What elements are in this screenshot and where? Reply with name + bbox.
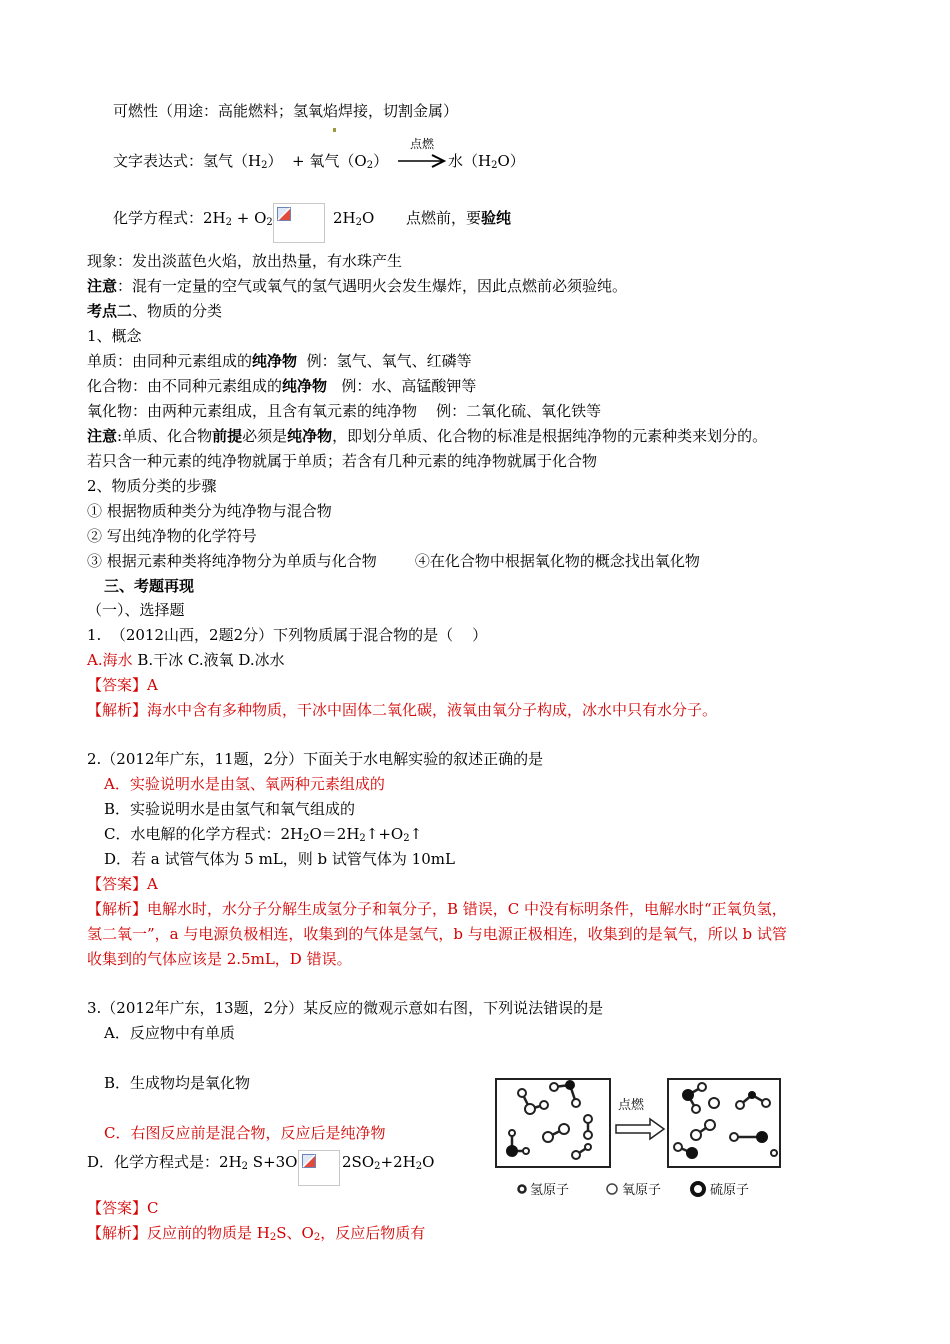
- chem-eq-sub2: 2: [266, 217, 273, 228]
- q2-answer-value: A: [147, 875, 158, 893]
- q3-option-a: A．反应物中有单质: [104, 1024, 235, 1042]
- concept-heading: 1、概念: [87, 327, 142, 345]
- chem-eq-mid: + O: [232, 209, 267, 227]
- chem-eq-product-end: O: [362, 209, 375, 227]
- note-label: 注意: [87, 427, 118, 445]
- word-eq-water-close: O）: [497, 152, 525, 170]
- q3-d-s1: 2: [241, 1161, 249, 1172]
- legend-sulfur: 硫原子: [710, 1182, 750, 1197]
- word-eq-h2: 氢气（H: [203, 152, 262, 170]
- q2-option-c: [104, 823, 422, 850]
- compound-definition: [87, 375, 476, 397]
- caution-line: [87, 275, 627, 297]
- chem-eq-product-a: 2H: [333, 209, 356, 227]
- chem-eq-prefix: 化学方程式：2H: [113, 209, 226, 227]
- missing-image-icon: [273, 203, 325, 243]
- q3-d-product: [342, 1151, 434, 1178]
- q2-explanation-1: [87, 898, 787, 920]
- word-equation: [113, 150, 388, 177]
- compound-def-a: 化合物：由不同种元素组成的: [87, 377, 283, 395]
- oxide-definition: 氧化物：由两种元素组成，且含有氧元素的纯净物 例：二氧化硫、氧化铁等: [87, 402, 602, 420]
- steps-heading: 2、物质分类的步骤: [87, 477, 217, 495]
- word-eq-water-sub: 2: [491, 160, 498, 171]
- word-eq-product: [448, 150, 525, 177]
- element-def-c: 例：氢气、氧气、红磷等: [297, 352, 472, 370]
- chem-equation: [113, 207, 273, 234]
- molecule-diagram-svg: [492, 1075, 792, 1205]
- q3-option-c: C．右图反应前是混合物，反应后是纯净物: [104, 1124, 386, 1142]
- q2-c-pre: C．水电解的化学方程式：2H: [104, 825, 304, 843]
- phenomenon-line: 现象：发出淡蓝色火焰，放出热量，有水珠产生: [87, 252, 403, 270]
- chem-eq-product: [333, 207, 374, 234]
- q1-answer: [87, 674, 158, 696]
- q3-exp-pre: 反应前的物质是 H: [147, 1224, 270, 1242]
- diagram-arrow-label: 点燃: [618, 1097, 645, 1112]
- q3-exp-end: ，反应后物质有: [320, 1224, 426, 1242]
- q1-options: [87, 649, 285, 671]
- word-eq-o2-close: ）: [373, 152, 389, 170]
- q2-c-s1: 2: [303, 833, 310, 844]
- section3-subheading: （一）、选择题: [87, 601, 185, 619]
- speck-mark: [333, 128, 336, 132]
- word-eq-water: 水（H: [448, 152, 492, 170]
- section3-heading: 三、考题再现: [104, 577, 195, 595]
- section2-heading-bold: 考点二: [87, 302, 133, 320]
- q2-answer: [87, 873, 158, 895]
- word-eq-o2: 氧气（O: [309, 152, 367, 170]
- q2-c-end: ↑: [409, 825, 423, 843]
- note-premise: 前提: [212, 427, 243, 445]
- q2-option-b: B．实验说明水是由氢气和氧气组成的: [104, 800, 356, 818]
- section2-heading: [87, 300, 222, 322]
- q2-option-a: A．实验说明水是由氢、氧两种元素组成的: [104, 775, 385, 793]
- q2-explanation-3: 收集到的气体应该是 2.5mL，D 错误。: [87, 950, 352, 968]
- q3-option-b: B．生成物均是氧化物: [104, 1074, 251, 1092]
- word-eq-prefix: 文字表达式：: [113, 152, 204, 170]
- q3-exp-s2: 2: [313, 1232, 321, 1243]
- q3-stem: 3.（2012年广东，13题，2分）某反应的微观示意如右图，下列说法错误的是: [87, 999, 604, 1017]
- caution-text: ：混有一定量的空气或氧气的氢气遇明火会发生爆炸，因此点燃前必须验纯。: [117, 277, 628, 295]
- missing-image-icon-2: [298, 1150, 340, 1186]
- q2-exp-label: 【解析】: [87, 900, 148, 918]
- element-definition: [87, 350, 472, 372]
- q3-d-pre: D．化学方程式是：2H: [87, 1153, 242, 1171]
- q1-exp-label: 【解析】: [87, 701, 148, 719]
- q3-answer-label: 【答案】: [87, 1199, 148, 1217]
- q3-exp-s1: 2: [269, 1232, 277, 1243]
- q2-option-d: D．若 a 试管气体为 5 mL，则 b 试管气体为 10mL: [104, 850, 455, 868]
- section2-heading-rest: 、物质的分类: [132, 302, 223, 320]
- q1-answer-label: 【答案】: [87, 676, 148, 694]
- q3-answer: [87, 1197, 159, 1219]
- compound-def-b: 纯净物: [282, 377, 328, 395]
- word-eq-h2-close: ）: [267, 152, 283, 170]
- q3-d-s3: 2: [374, 1161, 381, 1172]
- q3-explanation: [87, 1222, 425, 1249]
- word-eq-o2-sub: 2: [366, 160, 374, 171]
- q3-d-s4: 2: [415, 1161, 423, 1172]
- q1-explanation: [87, 699, 717, 721]
- q1-option-rest: B.干冰 C.液氧 D.冰水: [132, 651, 285, 669]
- combustibility-line: 可燃性（用途：高能燃料；氢氧焰焊接，切割金属）: [113, 102, 459, 120]
- compound-def-c: 例：水、高锰酸钾等: [327, 377, 477, 395]
- q2-answer-label: 【答案】: [87, 875, 148, 893]
- q1-stem: 1. （2012山西，2题2分）下列物质属于混合物的是（ ）: [87, 626, 488, 644]
- q3-option-d: [87, 1151, 304, 1178]
- purity-note: [406, 207, 511, 229]
- q3-d-mid: S+3O: [248, 1153, 298, 1171]
- q2-stem: 2.（2012年广东，11题，2分）下面关于水电解实验的叙述正确的是: [87, 750, 544, 768]
- word-eq-condition: 点燃: [410, 137, 435, 151]
- element-def-b: 纯净物: [252, 352, 298, 370]
- caution-label: 注意: [87, 277, 118, 295]
- broken-image-icon: [277, 207, 291, 221]
- q2-c-s3: 2: [403, 833, 410, 844]
- element-def-a: 单质：由同种元素组成的: [87, 352, 253, 370]
- q3-d-end: +2H: [380, 1153, 416, 1171]
- legend-hydrogen: 氢原子: [530, 1182, 570, 1197]
- classification-note-line2: 若只含一种元素的纯净物就属于单质；若含有几种元素的纯净物就属于化合物: [87, 452, 598, 470]
- q3-d-end2: O: [422, 1153, 435, 1171]
- step-1: ① 根据物质种类分为纯净物与混合物: [87, 502, 332, 520]
- q1-exp-text: 海水中含有多种物质，干冰中固体二氧化碳，液氧由氧分子构成，冰水中只有水分子。: [147, 701, 718, 719]
- step-3-4: ③ 根据元素种类将纯净物分为单质与化合物 ④在化合物中根据氧化物的概念找出氧化物: [87, 552, 700, 570]
- word-eq-h2-sub: 2: [261, 160, 268, 171]
- note-pure: 纯净物: [287, 427, 333, 445]
- chem-eq-sub1: 2: [225, 217, 233, 228]
- note-d: 必须是: [242, 427, 288, 445]
- q3-exp-mid: S、O: [276, 1224, 314, 1242]
- legend-oxygen: 氧原子: [622, 1182, 662, 1197]
- q1-option-a: A.海水: [87, 651, 133, 669]
- q2-c-mid2: ↑+O: [365, 825, 404, 843]
- q2-c-s2: 2: [359, 833, 366, 844]
- q3-answer-value: C: [147, 1199, 159, 1217]
- reaction-diagram: [492, 1075, 792, 1205]
- q2-exp-text-1: 电解水时，水分子分解生成氢分子和氧分子，B 错误，C 中没有标明条件，电解水时“正氧负氢，: [147, 900, 787, 918]
- q3-exp-label: 【解析】: [87, 1224, 148, 1242]
- q2-explanation-2: 氢二氧一”，a 与电源负极相连，收集到的气体是氢气，b 与电源正极相连，收集到的是氧气，所以 b 试管: [87, 925, 787, 943]
- q2-c-mid: O＝2H: [309, 825, 360, 843]
- reaction-arrow-icon: [398, 154, 448, 168]
- purity-note-bold: 验纯: [481, 209, 512, 227]
- note-b: :单质、化合物: [117, 427, 213, 445]
- word-eq-plus: +: [292, 152, 305, 170]
- classification-note: [87, 425, 767, 447]
- step-2: ② 写出纯净物的化学符号: [87, 527, 257, 545]
- purity-note-plain: 点燃前，要: [406, 209, 482, 227]
- q3-d-product-a: 2SO: [342, 1153, 375, 1171]
- broken-image-icon: [302, 1154, 316, 1168]
- chem-eq-sub3: 2: [355, 217, 362, 228]
- note-f: ，即划分单质、化合物的标准是根据纯净物的元素种类来划分的。: [332, 427, 768, 445]
- q1-answer-value: A: [147, 676, 158, 694]
